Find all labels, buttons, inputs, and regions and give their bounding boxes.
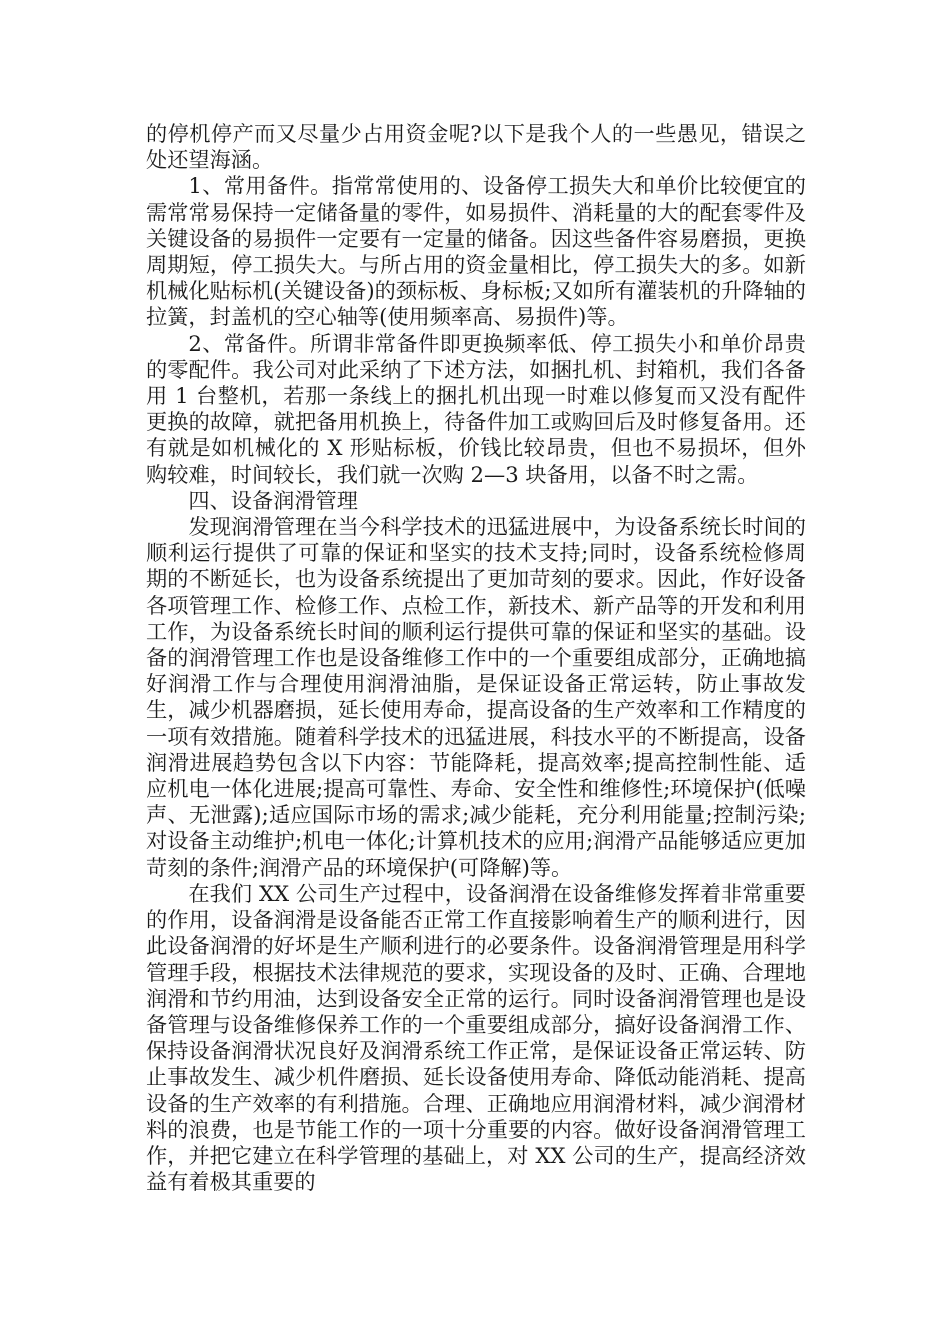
paragraph-4: 发现润滑管理在当今科学技术的迅猛进展中，为设备系统长时间的顺利运行提供了可靠的保证和坚实的技术支持;同时，设备系统检修周期的不断延长，也为设备系统提出了更加苛刻的要求。因此，作好设备各项管理工作、检修工作、点检工作，新技术、新产品等的开发和利用工作，为设备系统长时间的顺利运行提供可靠的保证和坚实的基础。设备的润滑管理工作也是设备维修工作中的一个重要组成部分，正确地搞好润滑工作与合理使用润滑油脂，是保证设备正常运转，防止事故发生，减少机器磨损，延长使用寿命，提高设备的生产效率和工作精度的一项有效措施。随着科学技术的迅猛进展，科技水平的不断提高，设备润滑进展趋势包含以下内容：节能降耗，提高效率;提高控制性能、适应机电一体化进展;提高可靠性、寿命、安全性和维修性;环境保护(低噪声、无泄露);适应国际市场的需求;减少能耗，充分利用能量;控制污染;对设备主动维护;机电一体化;计算机技术的应用;润滑产品能够适应更加苛刻的条件;润滑产品的环境保护(可降解)等。 <box>146 514 806 880</box>
paragraph-3: 2、常备件。所谓非常备件即更换频率低、停工损失小和单价昂贵的零配件。我公司对此采纳了下述方法，如捆扎机、封箱机，我们各备用 1 台整机，若那一条线上的捆扎机出现一时难以修复而又没有配件更换的故障，就把备用机换上，待备件加工或购回后及时修复备用。还有就是如机械化的 X 形贴标板，价钱比较昂贵，但也不易损坏，但外购较难，时间较长，我们就一次购 2—3 块备用，以备不时之需。 <box>146 330 806 487</box>
document-body <box>146 121 806 1195</box>
section-heading: 四、设备润滑管理 <box>188 487 358 513</box>
paragraph-1: 的停机停产而又尽量少占用资金呢?以下是我个人的一些愚见，错误之处还望海涵。 <box>146 121 806 173</box>
paragraph-5: 在我们 XX 公司生产过程中，设备润滑在设备维修发挥着非常重要的作用，设备润滑是设备能否正常工作直接影响着生产的顺利进行，因此设备润滑的好坏是生产顺利进行的必要条件。设备润滑管理是用科学管理手段，根据技术法律规范的要求，实现设备的及时、正确、合理地润滑和节约用油，达到设备安全正常的运行。同时设备润滑管理也是设备管理与设备维修保养工作的一个重要组成部分，搞好设备润滑工作、保持设备润滑状况良好及润滑系统工作正常，是保证设备正常运转、防止事故发生、减少机件磨损、延长设备使用寿命、降低动能消耗、提高设备的生产效率的有利措施。合理、正确地应用润滑材料，减少润滑材料的浪费，也是节能工作的一项十分重要的内容。做好设备润滑管理工作，并把它建立在科学管理的基础上，对 XX 公司的生产，提高经济效益有着极其重要的 <box>146 880 806 1195</box>
paragraph-2: 1、常用备件。指常常使用的、设备停工损失大和单价比较便宜的需常常易保持一定储备量的零件，如易损件、消耗量的大的配套零件及关键设备的易损件一定要有一定量的储备。因这些备件容易磨损，更换周期短，停工损失大。与所占用的资金量相比，停工损失大的多。如新机械化贴标机(关键设备)的颈标板、身标板;又如所有灌装机的升降轴的拉簧，封盖机的空心轴等(使用频率高、易损件)等。 <box>146 173 806 330</box>
